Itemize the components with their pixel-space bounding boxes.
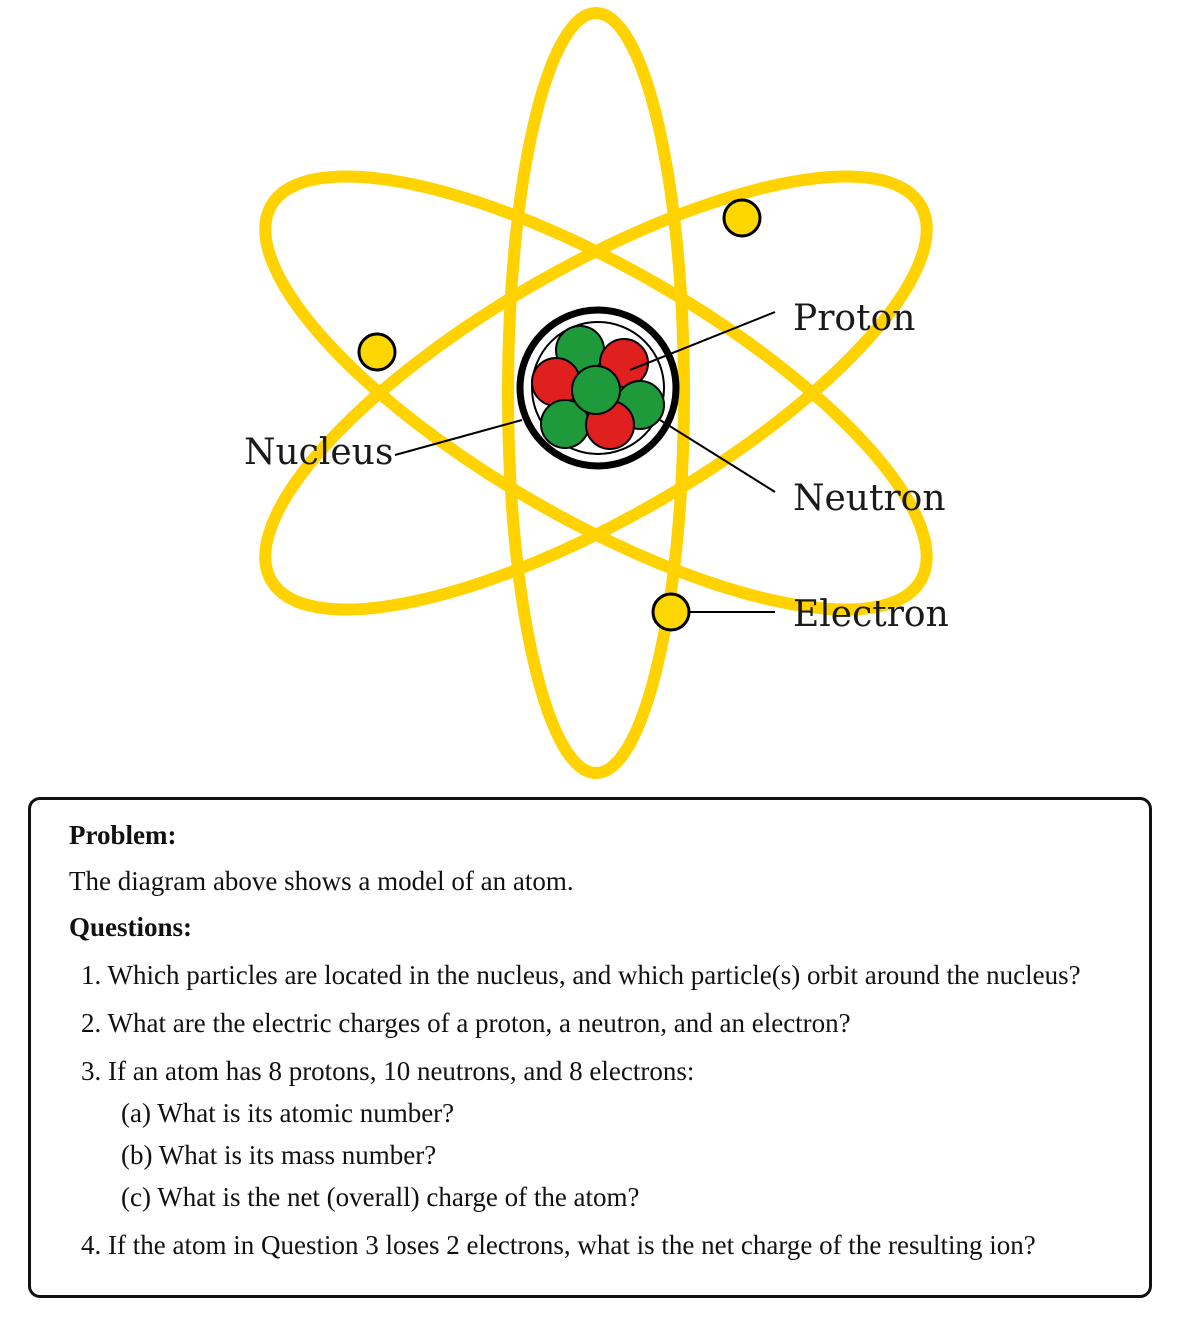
question-number: (c) — [121, 1182, 151, 1212]
label-nucleus: Nucleus — [244, 432, 394, 473]
question-3 — [81, 1058, 694, 1085]
question-text: What is its mass number? — [158, 1140, 437, 1170]
electron-top-right — [724, 200, 760, 236]
question-1 — [81, 962, 1081, 989]
electron-bottom — [653, 594, 689, 630]
question-number: (b) — [121, 1140, 153, 1170]
question-3c — [121, 1184, 640, 1211]
question-text: What is its atomic number? — [157, 1098, 455, 1128]
question-number: 4. — [81, 1230, 102, 1260]
question-number: (a) — [121, 1098, 151, 1128]
question-number: 2. — [81, 1008, 102, 1038]
question-number: 1. — [81, 960, 102, 990]
problem-heading: Problem: — [69, 820, 177, 850]
question-2 — [81, 1010, 851, 1037]
problem-text: The diagram above shows a model of an atom. — [69, 866, 574, 896]
question-text: If an atom has 8 protons, 10 neutrons, and 8 electrons: — [108, 1056, 695, 1086]
question-3a — [121, 1100, 454, 1127]
label-proton: Proton — [793, 298, 916, 339]
question-4 — [81, 1232, 1036, 1259]
neutron-particle — [572, 366, 620, 414]
electron-left — [359, 334, 395, 370]
question-text: Which particles are located in the nucleus, and which particle(s) orbit around the nucleus? — [107, 960, 1081, 990]
label-neutron: Neutron — [793, 478, 946, 519]
question-text: What is the net (overall) charge of the atom? — [157, 1182, 640, 1212]
question-3b — [121, 1142, 436, 1169]
question-text: What are the electric charges of a proton, a neutron, and an electron? — [107, 1008, 851, 1038]
problem-box — [28, 797, 1152, 1298]
questions-heading: Questions: — [69, 912, 193, 942]
question-text: If the atom in Question 3 loses 2 electrons, what is the net charge of the resulting ion? — [108, 1230, 1036, 1260]
question-number: 3. — [81, 1056, 102, 1086]
label-electron: Electron — [793, 594, 949, 635]
nucleus — [520, 310, 676, 466]
